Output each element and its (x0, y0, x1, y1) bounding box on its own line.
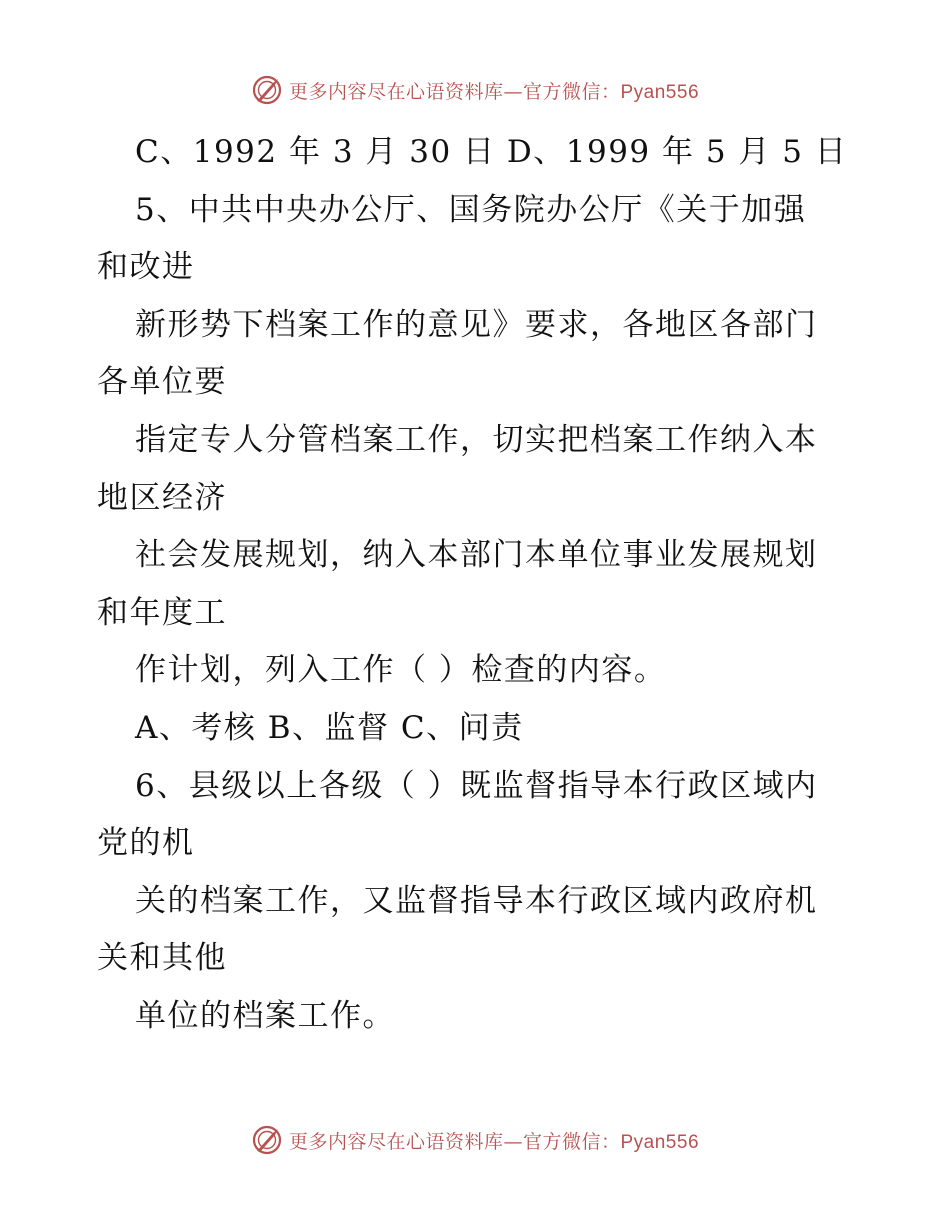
text-line: 和年度工 (97, 594, 227, 631)
text-line: 关和其他 (97, 940, 227, 977)
text-line: 党的机 (97, 825, 195, 862)
text-line: A、考核 B、监督 C、问责 (135, 709, 524, 746)
watermark-text: 更多内容尽在心语资料库—官方微信：Pyan556 (288, 80, 700, 103)
text-line: 5、中共中央办公厅、国务院办公厅《关于加强 (135, 191, 807, 228)
quill-logo-icon (251, 1124, 283, 1156)
footer-watermark (0, 1120, 950, 1160)
quill-logo-icon (251, 74, 283, 106)
text-line: 新形势下档案工作的意见》要求，各地区各部门 (135, 306, 818, 343)
text-line: 指定专人分管档案工作，切实把档案工作纳入本 (135, 421, 818, 458)
text-line: 关的档案工作，又监督指导本行政区域内政府机 (135, 882, 818, 919)
text-line: 地区经济 (97, 479, 227, 516)
text-line: 和改进 (97, 249, 195, 286)
text-line: 单位的档案工作。 (135, 997, 395, 1034)
text-line: 6、县级以上各级（ ）既监督指导本行政区域内 (135, 767, 818, 804)
header-watermark (0, 70, 950, 110)
text-line: C、1992 年 3 月 30 日 D、1999 年 5 月 5 日 (135, 134, 848, 170)
text-line: 作计划，列入工作（ ）检查的内容。 (135, 652, 667, 689)
document-body (97, 124, 857, 1046)
watermark-text: 更多内容尽在心语资料库—官方微信：Pyan556 (288, 1130, 700, 1153)
text-line: 各单位要 (97, 364, 227, 401)
text-line: 社会发展规划，纳入本部门本单位事业发展规划 (135, 537, 818, 574)
